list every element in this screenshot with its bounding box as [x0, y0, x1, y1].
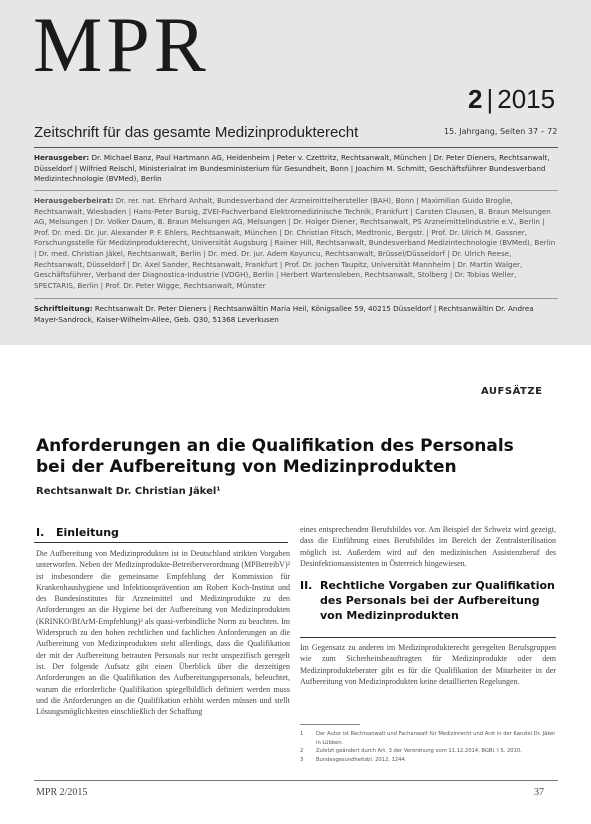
footnote-number: 3: [300, 756, 304, 763]
editorial-office-block: [34, 304, 558, 325]
journal-subtitle: Zeitschrift für das gesamte Medizinprodukterecht: [34, 124, 359, 141]
article-author: Rechtsanwalt Dr. Christian Jäkel¹: [36, 486, 221, 497]
editorial-office-label: Schriftleitung:: [34, 304, 93, 313]
section-heading-2: [300, 578, 556, 623]
page-number: 37: [534, 787, 544, 798]
editors-divider: [34, 190, 558, 191]
advisory-board-text: Dr. rer. nat. Ehrhard Anhalt, Bundesverband der Arzneimittelhersteller (BAH), Bonn | Maximilian Guido Broglie, Rechtsanwalt, Wiesbaden | Hans-Peter Bursig, ZVEI-Fachverband Elektromedizinische Technik, Frankfurt | Carsten Clausen, B. Braun Melsungen AG, Melsungen | Dr. Volker Daum, B. Braun Melsungen AG, Melsungen | Dr. Holger Diener, Rechtsanwalt, PS Arzneimittelindustrie e.V., Berlin | Prof. Dr. med. Dr. jur. Alexander P. F. Ehlers, Rechtsanwalt, München | Dr. Christian Fitsch, Medtronic, Bergstr. | Prof. Dr. Ulrich M. Gassner, Forschungsstelle für Medizinprodukterecht, Universität Augsburg | Rainer Hill, Rechtsanwalt, Bundesverband Medizintechnologie (BVMed), Berlin | Dr. med. Christian Jäkel, Rechtsanwalt, Berlin | Dr. med. Dr. jur. Adem Koyuncu, Rechtsanwalt, Brüssel/Düsseldorf | Dr. Ulrich Reese, Rechtsanwalt, Düsseldorf | Dr. Axel Sander, Rechtsanwalt, Frankfurt | Prof. Dr. Jochen Taupitz, Universität Mannheim | Dr. Martin Walger, Geschäftsführer, Verband der Diagnostica-Industrie (VDGH), Berlin | Herbert Wartensleben, Rechtsanwalt, Stolberg | Dr. Tobias Weller, SPECTARIS, Berlin | Prof. Dr. Peter Wigge, Rechtsanwalt, Münster: [34, 196, 556, 290]
footnote-rule: [300, 724, 360, 725]
journal-logo: MPR: [33, 1, 210, 88]
editors-text: Dr. Michael Banz, Paul Hartmann AG, Heidenheim | Peter v. Czettritz, Rechtsanwalt, München | Dr. Peter Dieners, Rechtsanwalt, Düsseldorf | Wilfried Reischl, Ministerialrat im Bundesministerium für Gesundheit, Bonn | Joachim M. Schmitt, Geschäftsführer Bundesverband Medizintechnologie (BVMed), Berlin: [34, 153, 550, 184]
section-heading-1-text: Einleitung: [56, 526, 119, 539]
footnote-text: Zuletzt geändert durch Art. 3 der Verordnung vom 11.12.2014, BGBl. I S. 2010.: [316, 748, 522, 755]
issue-number-value: 2: [468, 84, 483, 114]
footnote: [300, 747, 556, 756]
footnote-text: Der Autor ist Rechtsanwalt und Fachanwalt für Medizinrecht und Arzt in der Kanzlei Dr. Jäkel in Lübben.: [316, 731, 555, 746]
issue-separator: |: [486, 84, 494, 114]
article-title: Anforderungen an die Qualifikation des Personals bei der Aufbereitung von Medizinprodukten: [36, 436, 514, 477]
footnote: [300, 730, 556, 747]
section-label: AUFSÄTZE: [481, 386, 543, 397]
masthead-divider: [34, 147, 558, 148]
body-column-right: [300, 524, 556, 569]
section-heading-1: [36, 526, 119, 539]
footer-rule: [34, 780, 558, 781]
section-heading-1-number: I.: [36, 526, 45, 539]
section-heading-2-text: Rechtliche Vorgaben zur Qualifikation des Personals bei der Aufbereitung von Medizinprodukten: [320, 579, 555, 622]
section-heading-1-rule: [34, 542, 288, 543]
advisory-board-label: Herausgeberbeirat:: [34, 196, 114, 205]
footnote-number: 2: [300, 748, 304, 755]
section-heading-2-number: II.: [300, 579, 313, 592]
advisory-board-block: [34, 196, 558, 291]
footnotes: [300, 730, 556, 764]
editorial-office-text: Rechtsanwalt Dr. Peter Dieners | Rechtsanwältin Maria Heil, Königsallee 59, 40215 Düsseldorf | Rechtsanwältin Dr. Andrea Mayer-Sandrock, Kaiser-Wilhelm-Allee, Geb. Q30, 51368 Leverkusen: [34, 304, 534, 324]
issue-year: 2015: [497, 84, 556, 114]
body-column-right-continued: [300, 642, 556, 687]
advisory-divider: [34, 298, 558, 299]
section-heading-2-rule: [300, 637, 556, 638]
body-paragraph: Im Gegensatz zu anderen im Medizinprodukterecht geregelten Berufsgruppen wie zum Sicherheitsbeauftragten für Medizinprodukte oder dem Medizinprodukteberater gibt es für die Qualifikation der Mitarbeiter in der Aufbereitung von Medizinprodukten keine detaillierten Regelungen.: [300, 643, 556, 686]
masthead: [0, 0, 591, 345]
body-column-left: [36, 548, 290, 717]
body-paragraph: eines entsprechenden Berufsbildes vor. Am Beispiel der Schweiz wird gezeigt, dass die Einführung eines Berufsbildes im Bereich der Zentralsterilisation möglich ist. Außerdem wird auf den medizinischen Assistenzberuf des Desinfektionsassistenten in Österreich hingewiesen.: [300, 525, 556, 568]
footnote-text: Bundesgesundheitsbl. 2012, 1244.: [316, 756, 407, 763]
editors-block: [34, 153, 558, 185]
body-paragraph: Die Aufbereitung von Medizinprodukten ist in Deutschland strikten Vorgaben unterworfen. Neben der Medizinprodukte-Betreiberverordnung (MPBetreibV)² ist insbesondere die gemeinsame Empfehlung der Kommission für Krankenhaushygiene und Infektionsprävention am Robert Koch-Institut und des Bundesinstitutes für Arzneimittel und Medizinprodukte zu den Anforderungen an die Hygiene bei der Aufbereitung von Medizinprodukten (KRINKO/BfArM-Empfehlung)³ als quasi-verbindliche Norm zu beachten. Im Widerspruch zu den hohen rechtlichen und fachlichen Anforderungen an die Aufbereitung von Medizinprodukten steht allerdings, dass die Qualifikation der mit der Aufbereitung betrauten Personals nur recht unspezifisch geregelt ist. Der folgende Aufsatz gibt einen Überblick über die derzeitigen Anforderungen an die Qualifikation des Aufbereitungspersonals, beleuchtet, warum die erforderliche Qualifikation spiegelbildlich definiert werden muss und die Anforderungen an die Qualifikation erhöht werden müssen und stellt Lösungsmöglichkeiten einschließlich der Schaffung: [36, 549, 290, 717]
editors-label: Herausgeber:: [34, 153, 90, 162]
footnote: [300, 756, 556, 765]
issue-number: [468, 84, 555, 115]
footer-journal-issue: MPR 2/2015: [36, 787, 88, 798]
volume-pages: 15. Jahrgang, Seiten 37 – 72: [444, 127, 558, 136]
footnote-number: 1: [300, 731, 304, 737]
